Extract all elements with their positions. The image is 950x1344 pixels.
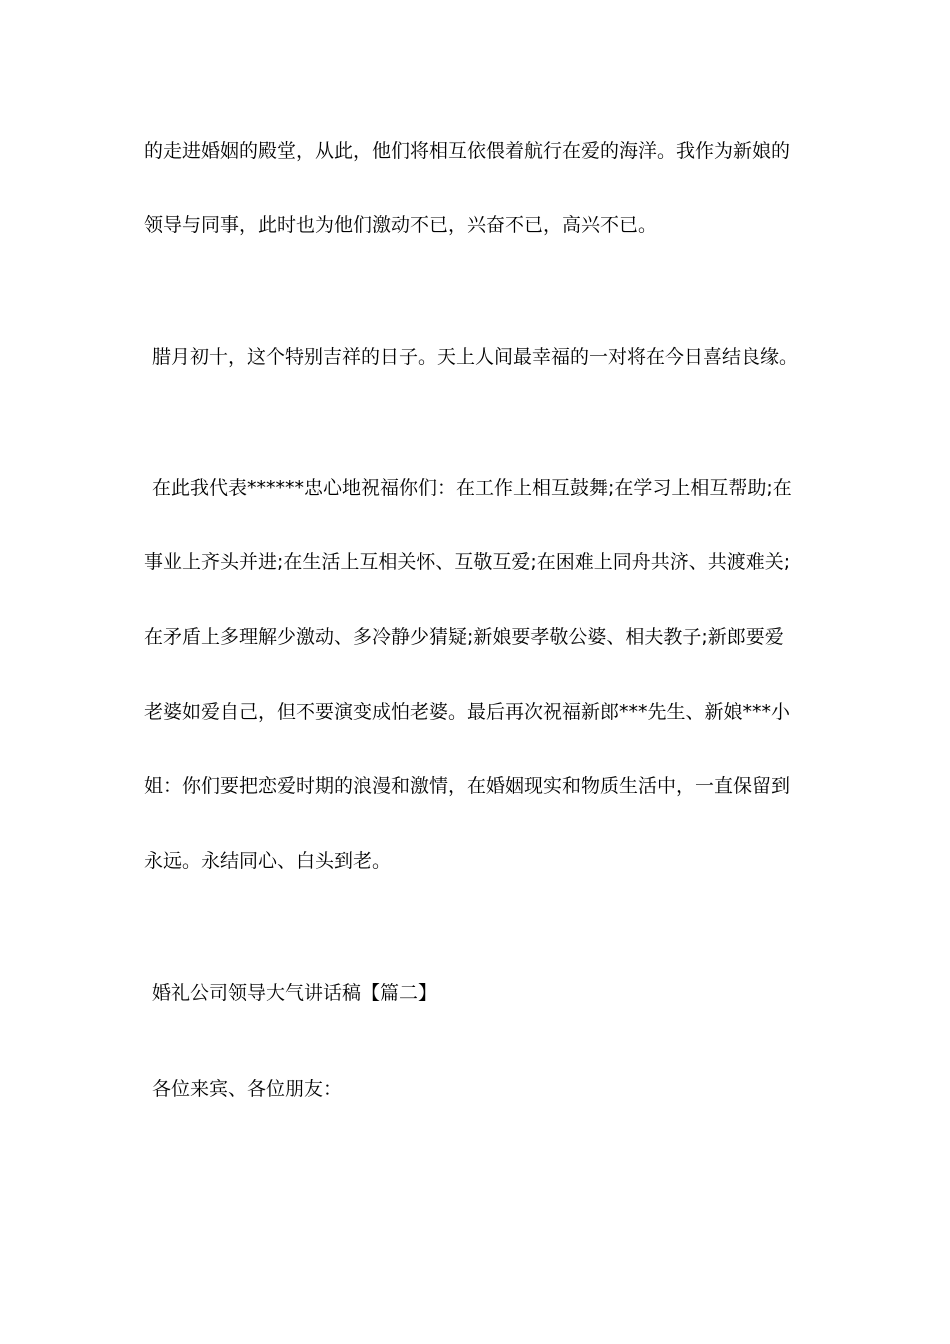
paragraph-line-3: 腊月初十，这个特别吉祥的日子。天上人间最幸福的一对将在今日喜结良缘。 xyxy=(152,346,799,368)
paragraph-line-8: 姐：你们要把恋爱时期的浪漫和激情，在婚姻现实和物质生活中，一直保留到 xyxy=(144,775,791,797)
paragraph-line-4: 在此我代表******忠心地祝福你们：在工作上相互鼓舞;在学习上相互帮助;在 xyxy=(152,477,792,499)
paragraph-line-6: 在矛盾上多理解少激动、多冷静少猜疑;新娘要孝敬公婆、相夫教子;新郎要爱 xyxy=(144,626,784,648)
section-heading: 婚礼公司领导大气讲话稿【篇二】 xyxy=(152,982,438,1004)
paragraph-line-7: 老婆如爱自己，但不要演变成怕老婆。最后再次祝福新郎***先生、新娘***小 xyxy=(144,701,791,723)
paragraph-line-9: 永远。永结同心、白头到老。 xyxy=(144,850,392,872)
paragraph-line-2: 领导与同事，此时也为他们激动不已，兴奋不已，高兴不已。 xyxy=(144,214,658,236)
paragraph-line-1: 的走进婚姻的殿堂，从此，他们将相互依偎着航行在爱的海洋。我作为新娘的 xyxy=(144,140,791,162)
greeting-line: 各位来宾、各位朋友： xyxy=(152,1078,343,1100)
paragraph-line-5: 事业上齐头并进;在生活上互相关怀、互敬互爱;在困难上同舟共济、共渡难关; xyxy=(144,551,791,573)
